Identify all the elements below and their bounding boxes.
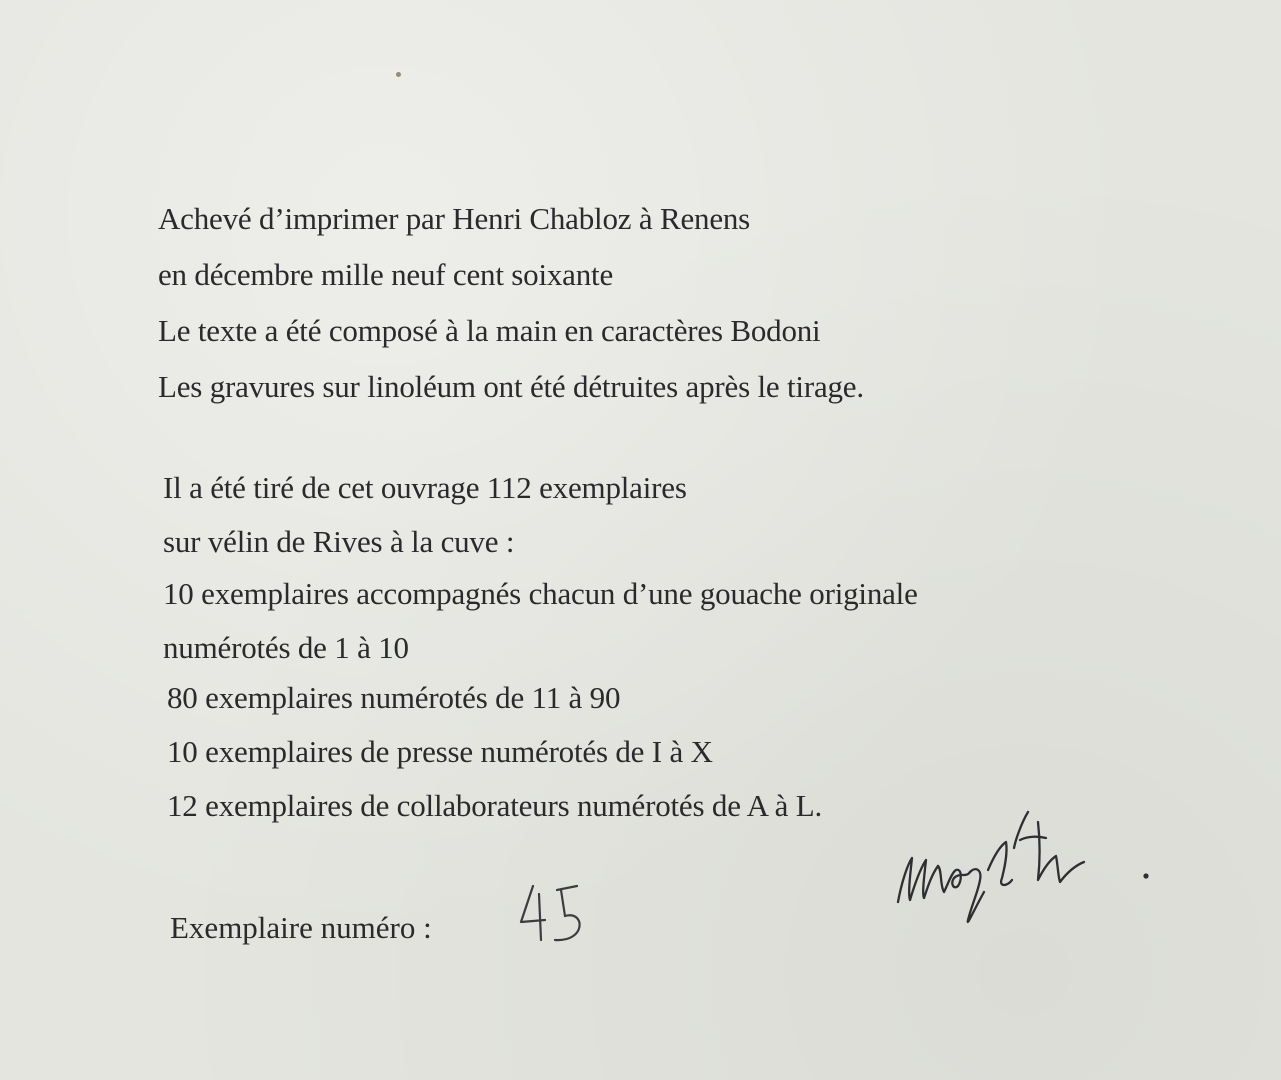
edition-line-6: 10 exemplaires de presse numérotés de I à X (167, 734, 713, 769)
colophon-line-3: Le texte a été composé à la main en caractères Bodoni (158, 313, 821, 348)
colophon-line-2: en décembre mille neuf cent soixante (158, 257, 614, 292)
edition-line-7: 12 exemplaires de collaborateurs numérotés de A à L. (167, 788, 823, 823)
edition-line-2: sur vélin de Rives à la cuve : (163, 524, 515, 559)
copy-number-label: Exemplaire numéro : (170, 910, 432, 945)
edition-line-5: 80 exemplaires numérotés de 11 à 90 (167, 680, 621, 715)
edition-line-1: Il a été tiré de cet ouvrage 112 exemplaires (163, 470, 687, 505)
colophon-line-4: Les gravures sur linoléum ont été détruites après le tirage. (158, 369, 864, 404)
handwritten-copy-number (515, 880, 595, 950)
edition-line-3: 10 exemplaires accompagnés chacun d’une gouache originale (163, 576, 918, 611)
edition-line-4: numérotés de 1 à 10 (163, 630, 409, 665)
artist-signature (888, 800, 1168, 930)
colophon-line-1: Achevé d’imprimer par Henri Chabloz à Renens (158, 201, 751, 236)
